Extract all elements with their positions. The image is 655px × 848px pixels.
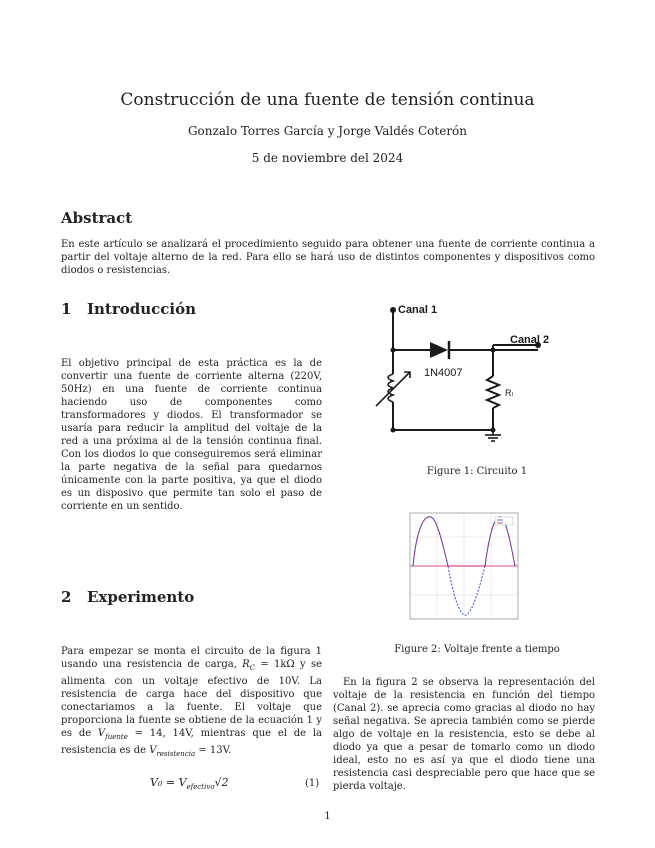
load-resistor: [487, 376, 499, 408]
paper-title: Construcción de una fuente de tensión continua: [120, 90, 535, 110]
voltage-time-plot: [395, 505, 525, 635]
abstract-heading: Abstract: [61, 209, 133, 227]
section-2-heading: [61, 588, 194, 606]
canal1-label: Canal 1: [398, 304, 438, 316]
bottom-node-right: [491, 428, 496, 433]
canal1-node: [390, 307, 396, 313]
bottom-node-left: [391, 428, 396, 433]
diode-symbol: [430, 341, 449, 359]
circuit-diagram: [360, 298, 600, 448]
figure-2-caption: Figure 2: Voltaje frente a tiempo: [394, 644, 560, 655]
section-1-heading: [61, 300, 196, 318]
paper-date: 5 de noviembre del 2024: [251, 151, 404, 165]
section-2-title: Experimento: [87, 588, 195, 606]
section-2-number: 2: [61, 588, 72, 606]
equation-1-number: (1): [305, 778, 320, 789]
abstract-text: En este artículo se analizará el procedimiento seguido para obtener una fuente de corriente continua a partir del voltaje alterno de la red. Para ello se hará uso de distintos componentes y dispositivos como diodos o resistencias.: [61, 239, 595, 276]
paper-authors: Gonzalo Torres García y Jorge Valdés Coterón: [187, 124, 468, 138]
junction-node-left: [391, 348, 396, 353]
section-1-number: 1: [61, 300, 72, 318]
results-paragraph: En la figura 2 se observa la representación del voltaje de la resistencia en función del tiempo (Canal 2). se aprecia como gracias al diodo no hay señal negativa. Se aprecia también como se pierde algo de voltaje en la resistencia, esto se debe al diodo ya que a pesar de tomarlo como un diodo ideal, esto no es así ya que el diodo tiene una resistencia casi despreciable pero que hace que se pierda voltaje.: [333, 677, 595, 792]
page-number: 1: [324, 811, 331, 822]
plot-legend: [495, 517, 513, 525]
transformer-symbol: [376, 372, 410, 406]
equation-1: $V_0 = V_{efectivo}√2$: [150, 776, 229, 792]
section-1-title: Introducción: [87, 300, 197, 318]
figure-1-caption: Figure 1: Circuito 1: [426, 466, 528, 477]
junction-node-right: [491, 348, 496, 353]
intro-paragraph: El objetivo principal de esta práctica es la de convertir una fuente de corriente alterna (220V, 50Hz) en una fuente de corriente continua haciendo uso de componentes como transformadores y diodos. El transformador se usaría para reducir la amplitud del voltaje de la red a una próxima al de la tensión continua final. Con los diodos lo que conseguiremos será eliminar la parte negativa de la señal para quedarnos únicamente con la parte positiva, ya que el diodo es un disposivo que permite tan solo el paso de corriente en un sentido.: [61, 358, 322, 512]
resistor-label: Rₗ: [505, 388, 513, 398]
experiment-paragraph: Para empezar se monta el circuito de la figura 1 usando una resistencia de carga, $R_C = 1k\Omega$ y se alimenta con un voltaje efectivo de 10V. La resistencia de carga hace del dispositivo que conectariamos a la fuente. El voltaje que proporciona la fuente se obtiene de la ecuación 1 y es de $V_{fuente} = 14$, 14V, mientras que el de la resistencia es de $V_{resistencia} = 13V$.: [61, 646, 322, 758]
canal2-label: Canal 2: [510, 334, 550, 346]
diode-label: 1N4007: [424, 367, 463, 379]
